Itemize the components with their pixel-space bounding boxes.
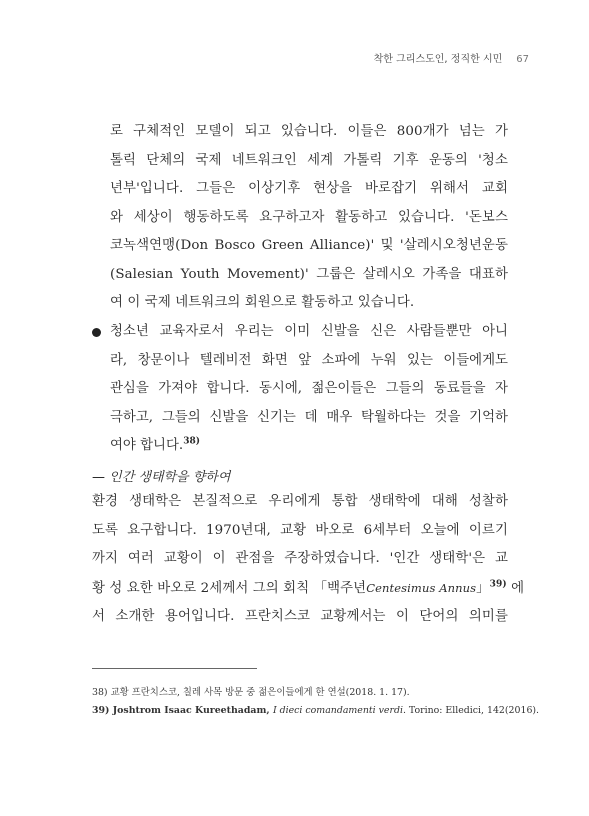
paragraph-line: 로 구체적인 모델이 되고 있습니다. 이들은 800개가 넘는 가 <box>110 124 508 139</box>
footnotes <box>92 684 540 720</box>
paragraph-line: 코녹색연맹(Don Bosco Green Alliance)' 및 '살레시오청년운동 <box>110 238 508 253</box>
paragraph-2 <box>92 488 525 632</box>
running-head <box>374 50 529 65</box>
bullet-item <box>92 318 508 461</box>
bullet-line: 관심을 가져야 합니다. 동시에, 젊은이들은 그들의 동료들을 자 <box>110 381 508 396</box>
bullet-dot-icon <box>92 328 101 337</box>
bullet-line: 청소년 교육자로서 우리는 이미 신발을 신은 사람들뿐만 아니 <box>110 324 508 339</box>
bullet-line: 라, 창문이나 텔레비전 화면 앞 소파에 누워 있는 이들에게도 <box>110 352 508 368</box>
page-number: 67 <box>516 54 529 65</box>
bullet-line: 극하고, 그들의 신발을 신기는 데 매우 탁월하다는 것을 기억하 <box>110 409 508 425</box>
running-title: 착한 그리스도인, 정직한 시민 <box>373 54 503 65</box>
footnote-38: 38) 교황 프란치스코, 칠레 사목 방문 중 젊은이들에게 한 연설(2018. 1. 17). <box>92 687 410 698</box>
paragraph-line-with-citation <box>92 574 525 604</box>
paragraph-1 <box>110 118 508 318</box>
section-heading: — 인간 생태학을 향하여 <box>92 470 231 485</box>
paragraph-line: 서 소개한 용어입니다. 프란치스코 교황께서는 이 단어의 의미를 <box>92 609 508 624</box>
line-tail: 에 <box>506 580 525 596</box>
footnote-39-title: I dieci comandamenti verdi <box>272 705 403 716</box>
paragraph-line: 까지 여러 교황이 이 관점을 주장하였습니다. '인간 생태학'은 교 <box>92 551 508 566</box>
paragraph-line: 톨릭 단체의 국제 네트워크인 세계 가톨릭 기후 운동의 '청소 <box>110 152 508 168</box>
line-text: 황 성 요한 바오로 2세께서 그의 회칙 「백주년 <box>92 580 367 596</box>
footnote-ref-39: 39) <box>489 579 507 590</box>
footnote-ref-38: 38) <box>183 436 200 447</box>
paragraph-line: 년부'입니다. 그들은 이상기후 현상을 바로잡기 위해서 교회 <box>110 181 508 196</box>
footnote-39-author: 39) Joshtrom Isaac Kureethadam, <box>92 705 273 716</box>
paragraph-line: (Salesian Youth Movement)' 그룹은 살레시오 가족을 대표하 <box>110 266 508 282</box>
bullet-line-last <box>110 432 508 461</box>
paragraph-line: 환경 생태학은 본질적으로 우리에게 통합 생태학에 대해 성찰하 <box>92 494 508 509</box>
close-bracket: 」 <box>476 580 490 596</box>
footnote-divider <box>92 668 257 669</box>
paragraph-line: 와 세상이 행동하도록 요구하고자 활동하고 있습니다. '돈보스 <box>110 209 508 225</box>
footnote-39-rest: . Torino: Elledici, 142(2016). <box>402 705 540 716</box>
bullet-line-text: 여야 합니다. <box>110 438 184 453</box>
encyclical-latin-title: Centesimus Annus <box>366 580 477 595</box>
footnote-39 <box>92 702 540 720</box>
paragraph-line: 도록 요구합니다. 1970년대, 교황 바오로 6세부터 오늘에 이르기 <box>92 522 508 538</box>
paragraph-line: 여 이 국제 네트워크의 회원으로 활동하고 있습니다. <box>110 295 415 310</box>
